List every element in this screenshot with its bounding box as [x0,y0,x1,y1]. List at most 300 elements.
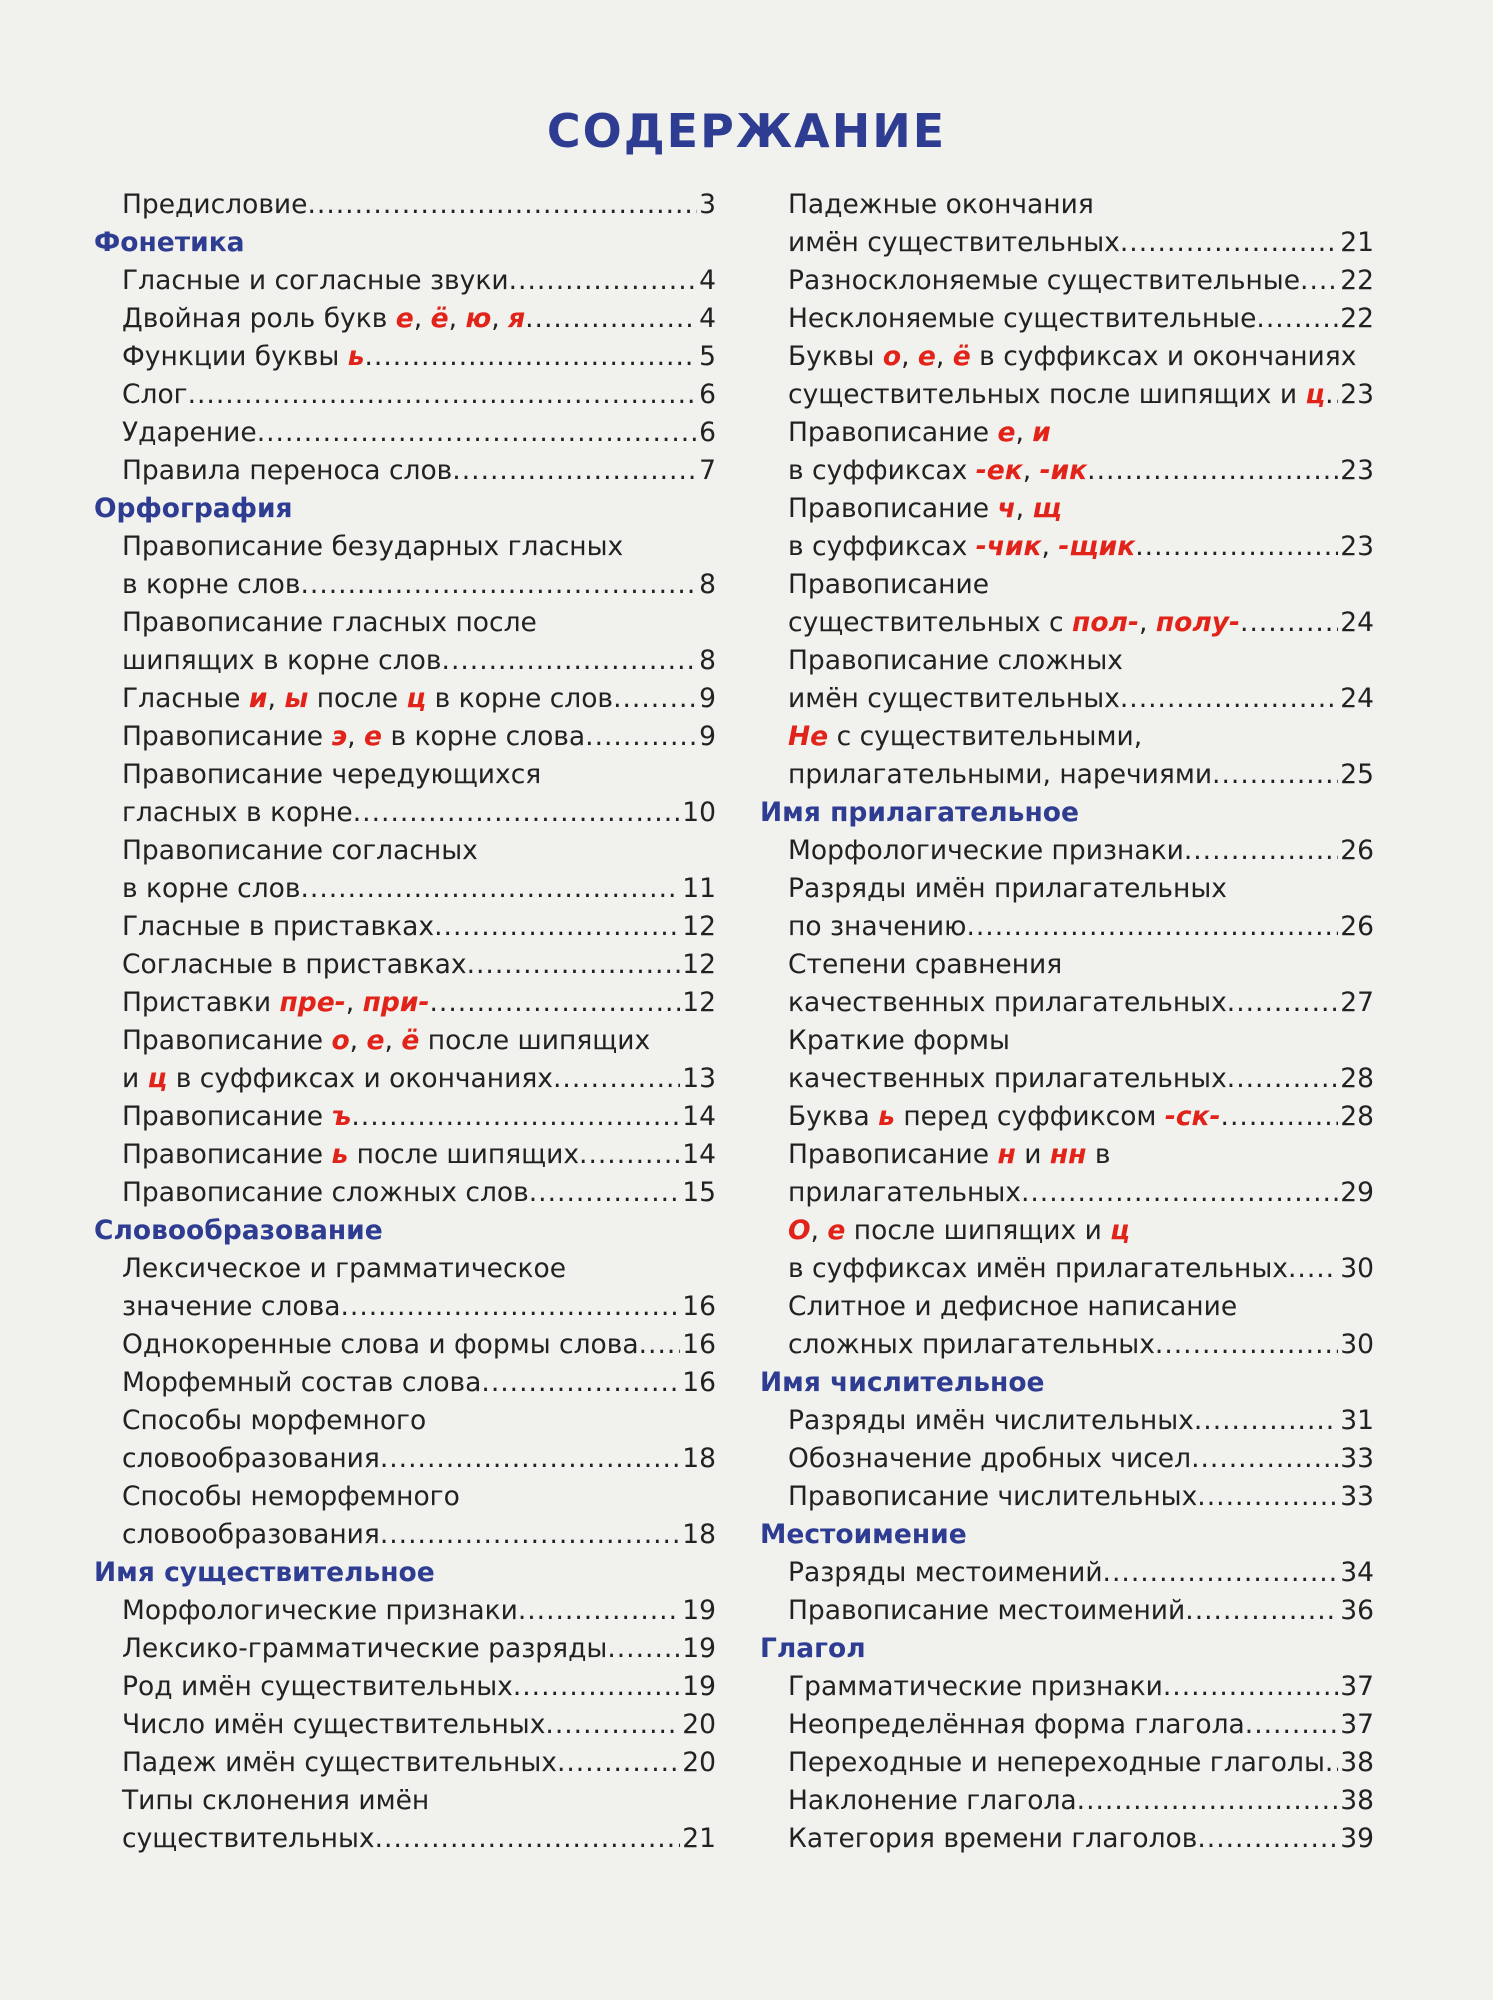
toc-entry [94,718,716,756]
page-number: 19 [682,1595,716,1626]
dot-leader [478,832,716,870]
toc-entry-title [788,1592,1185,1630]
toc-entry [94,1136,716,1174]
highlighted-morpheme: -щик [1058,531,1136,562]
dot-leader [1163,1668,1338,1706]
entry-text: , [491,303,509,334]
entry-text: Правописание [122,1025,332,1056]
entry-text: в корне слов [122,873,301,904]
toc-entry [94,1706,716,1744]
dot-leader [1130,1212,1374,1250]
dot-leader [1212,756,1338,794]
entry-text: словообразования [122,1519,380,1550]
page-number: 21 [1340,227,1374,258]
dot-leader [1087,452,1338,490]
toc-entry [94,186,716,224]
page-number: 37 [1340,1709,1374,1740]
dot-leader [509,262,698,300]
page-number: 27 [1340,987,1374,1018]
entry-text: Число имён существительных [122,1709,546,1740]
page-number: 12 [682,987,716,1018]
highlighted-morpheme: я [508,303,526,334]
toc-entry [94,1592,716,1630]
page-number: 23 [1340,379,1374,410]
page-number: 8 [699,569,716,600]
page-number: 36 [1340,1595,1374,1626]
dot-leader [1094,186,1374,224]
dot-leader [353,794,681,832]
toc-entry [94,1288,716,1326]
toc-entry [760,300,1374,338]
dot-leader [1062,490,1374,528]
page-number: 12 [682,949,716,980]
entry-text: Слитное и дефисное написание [788,1291,1238,1322]
toc-entry [94,338,716,376]
toc-entry-title [788,1250,1288,1288]
section-title: Местоимение [760,1519,967,1550]
page-number: 33 [1340,1481,1374,1512]
highlighted-morpheme: е [395,303,414,334]
highlighted-morpheme: э [331,721,348,752]
highlighted-morpheme: пол- [1072,607,1139,638]
page-number: 28 [1340,1063,1374,1094]
toc-entry [760,680,1374,718]
toc-entry-title [788,566,989,604]
toc-entry [760,1174,1374,1212]
highlighted-morpheme: -чик [975,531,1042,562]
highlighted-morpheme: -ик [1039,455,1088,486]
page-number: 18 [682,1519,716,1550]
entry-text: Ударение [122,417,257,448]
toc-section-heading [94,224,716,262]
page-number: 14 [682,1139,716,1170]
entry-text: Гласные [122,683,249,714]
dot-leader [545,1706,680,1744]
dot-leader [188,376,698,414]
entry-text: сложных прилагательных [788,1329,1155,1360]
dot-leader [537,604,716,642]
section-title: Фонетика [94,227,245,258]
toc-entry-line [760,1288,1374,1326]
entry-text: Согласные в приставках [122,949,467,980]
toc-entry-line [94,1782,716,1820]
entry-text: Правописание числительных [788,1481,1198,1512]
toc-entry-title [122,604,537,642]
dot-leader [307,186,697,224]
dot-leader [557,1744,680,1782]
dot-leader [1256,300,1338,338]
toc-entry-title [122,376,188,414]
toc-entry-line [760,642,1374,680]
toc-section-heading [760,1364,1374,1402]
entry-text: , [413,303,431,334]
page-number: 22 [1340,303,1374,334]
toc-entry-line [760,1212,1374,1250]
toc-entry-title [122,1516,380,1554]
toc-entry-title [122,1136,579,1174]
toc-entry-line [94,832,716,870]
toc-entry-title [788,604,1240,642]
page-number: 16 [682,1367,716,1398]
toc-section-heading [94,1212,716,1250]
entry-text: , [347,721,365,752]
page-number: 26 [1340,835,1374,866]
toc-entry-line [760,186,1374,224]
toc-entry [94,680,716,718]
toc-entry-title [122,1326,639,1364]
page-number: 33 [1340,1443,1374,1474]
entry-text: Краткие формы [788,1025,1010,1056]
dot-leader [434,908,680,946]
dot-leader [1123,642,1374,680]
toc-right-column [760,186,1374,1858]
entry-text: в корне слов [122,569,301,600]
entry-text: Буква [788,1101,879,1132]
dot-leader [1237,1288,1374,1326]
dot-leader [553,1060,680,1098]
dot-leader [966,908,1338,946]
entry-text: имён существительных [788,227,1120,258]
dot-leader [1227,1060,1339,1098]
toc-entry [94,794,716,832]
page-number: 10 [682,797,716,828]
toc-section-heading [94,1554,716,1592]
entry-text: после шипящих [419,1025,651,1056]
entry-text: Правописание [788,417,998,448]
toc-entry-title [122,908,434,946]
entry-text: Правописание сложных слов [122,1177,529,1208]
dot-leader [1120,680,1338,718]
dot-leader [1300,262,1338,300]
highlighted-morpheme: нн [1049,1139,1087,1170]
toc-section-heading [760,1630,1374,1668]
entry-text: Правописание [122,721,332,752]
toc-entry-title [788,908,966,946]
highlighted-morpheme: при- [362,987,430,1018]
highlighted-morpheme: ц [1110,1215,1130,1246]
entry-text: Несклоняемые существительные [788,303,1257,334]
toc-entry-title [788,528,1135,566]
toc-entry-title [122,756,541,794]
entry-text: существительных после шипящих и [788,379,1306,410]
toc-entry-title [122,870,300,908]
dot-leader [1197,1820,1338,1858]
dot-leader [623,528,716,566]
dot-leader [613,680,697,718]
entry-text: в суффиксах и окончаниях [167,1063,553,1094]
toc-section-heading [760,1516,1374,1554]
entry-text: , [345,987,363,1018]
dot-leader [1197,1478,1338,1516]
toc-entry-title [788,186,1094,224]
toc-entry-title [788,1706,1245,1744]
entry-text: в корне слова [382,721,586,752]
toc-entry [760,1098,1374,1136]
toc-entry-title [122,718,585,756]
page-number: 14 [682,1101,716,1132]
toc-entry-title [122,946,467,984]
toc-entry [94,1098,716,1136]
highlighted-morpheme: ё [401,1025,420,1056]
toc-entry-line [760,566,1374,604]
highlighted-morpheme: ё [952,341,971,372]
entry-text: Правописание безударных гласных [122,531,624,562]
toc-entry-title [788,224,1120,262]
toc-entry-line [94,1250,716,1288]
entry-text: Падеж имён существительных [122,1747,557,1778]
page-number: 12 [682,911,716,942]
toc-entry [760,1402,1374,1440]
page-number: 24 [1340,683,1374,714]
toc-entry [760,1326,1374,1364]
page-number: 30 [1340,1253,1374,1284]
toc-entry-line [94,1402,716,1440]
entry-text: , [901,341,918,372]
dot-leader [1120,224,1338,262]
page-number: 22 [1340,265,1374,296]
entry-text: после шипящих [348,1139,580,1170]
toc-entry-title [122,452,452,490]
entry-text: Приставки [122,987,280,1018]
toc-entry [94,1820,716,1858]
entry-text: , [448,303,466,334]
toc-entry [760,262,1374,300]
highlighted-morpheme: е [917,341,936,372]
entry-text: перед суффиксом [894,1101,1165,1132]
dot-leader [1111,1136,1374,1174]
page-number: 4 [699,265,716,296]
toc-entry-title [788,718,1142,756]
section-title: Глагол [760,1633,866,1664]
entry-text: в суффиксах [788,531,976,562]
entry-text: в суффиксах и окончаниях [970,341,1357,372]
toc-entry-title [788,1478,1197,1516]
toc-entry-title [122,528,623,566]
dot-leader [1021,1174,1338,1212]
toc-entry-line [760,870,1374,908]
highlighted-morpheme: е [827,1215,846,1246]
highlighted-morpheme: о [331,1025,350,1056]
toc-entry-title [122,642,442,680]
toc-section-heading [760,794,1374,832]
page-number: 11 [682,873,716,904]
entry-text: Способы морфемного [122,1405,427,1436]
dot-leader [650,1022,716,1060]
highlighted-morpheme: ь [878,1101,895,1132]
toc-entry [94,566,716,604]
entry-text: Лексическое и грамматическое [122,1253,567,1284]
toc-left-column [94,186,716,1858]
toc-entry-title [122,984,429,1022]
toc-entry [94,1364,716,1402]
entry-text: Правописание [122,1101,332,1132]
toc-entry-title [122,1060,553,1098]
page-number: 19 [682,1671,716,1702]
toc-entry-line [94,604,716,642]
toc-entry-line [760,1136,1374,1174]
entry-text: с существительными, [828,721,1143,752]
entry-text: Правописание сложных [788,645,1123,676]
page-number: 19 [682,1633,716,1664]
toc-entry-line [760,946,1374,984]
dot-leader [452,452,697,490]
dot-leader [518,1592,680,1630]
entry-text: по значению [788,911,967,942]
highlighted-morpheme: ъ [331,1101,352,1132]
entry-text: Переходные и непереходные глаголы [788,1747,1325,1778]
entry-text: Гласные и согласные звуки [122,265,509,296]
toc-entry [94,1668,716,1706]
toc-entry [94,870,716,908]
page-number: 21 [682,1823,716,1854]
entry-text: , [349,1025,367,1056]
dot-leader [579,1136,680,1174]
dot-leader [429,984,680,1022]
toc-entry [94,1630,716,1668]
toc-entry-title [788,1060,1227,1098]
toc-entry [760,984,1374,1022]
toc-entry [94,1516,716,1554]
entry-text: Правописание гласных после [122,607,537,638]
toc-entry-title [122,338,365,376]
toc-entry-title [788,1098,1221,1136]
dot-leader [566,1250,716,1288]
page-number: 38 [1340,1747,1374,1778]
toc-entry-title [788,1402,1194,1440]
toc-entry-title [122,1440,380,1478]
toc-entry [760,1478,1374,1516]
toc-entry [94,414,716,452]
dot-leader [1356,338,1374,376]
page-number: 20 [682,1709,716,1740]
entry-text: Падежные окончания [788,189,1094,220]
toc-entry-line [760,718,1374,756]
entry-text: , [1041,531,1059,562]
toc-entry [94,1744,716,1782]
entry-text: Правила переноса слов [122,455,453,486]
toc-entry-title [788,1326,1155,1364]
toc-entry [94,1326,716,1364]
page-number: 9 [699,683,716,714]
page-number: 39 [1340,1823,1374,1854]
entry-text: Степени сравнения [788,949,1063,980]
toc-entry-title [788,1820,1197,1858]
toc-entry-title [788,984,1227,1022]
entry-text: шипящих в корне слов [122,645,442,676]
entry-text: гласных в корне [122,797,353,828]
toc-entry-line [760,1022,1374,1060]
entry-text: и [122,1063,148,1094]
entry-text: в [1086,1139,1111,1170]
entry-text: после шипящих и [845,1215,1111,1246]
toc-entry-title [788,1022,1010,1060]
toc-entry [760,1060,1374,1098]
dot-leader [1227,984,1339,1022]
toc-entry-title [788,832,1184,870]
page-number: 8 [699,645,716,676]
toc-entry [94,984,716,1022]
toc-entry-line [760,338,1374,376]
dot-leader [257,414,697,452]
section-title: Имя прилагательное [760,797,1079,828]
page-number: 23 [1340,531,1374,562]
toc-entry [760,528,1374,566]
toc-entry [94,452,716,490]
entry-text: , [1022,455,1040,486]
toc-entry-title [122,832,478,870]
entry-text: Категория времени глаголов [788,1823,1198,1854]
toc-entry-title [122,1668,513,1706]
toc-entry [94,262,716,300]
entry-text: Правописание [788,493,998,524]
entry-text: Обозначение дробных чисел [788,1443,1192,1474]
toc-entry-title [122,1250,566,1288]
toc-entry [760,1250,1374,1288]
entry-text: Разносклоняемые существительные [788,265,1301,296]
dot-leader [1077,1782,1339,1820]
entry-text: Однокоренные слова и формы слова [122,1329,639,1360]
toc-entry-title [788,680,1120,718]
entry-text: Правописание [788,569,990,600]
toc-entry [94,1440,716,1478]
toc-entry [760,224,1374,262]
toc-entry [760,832,1374,870]
highlighted-morpheme: О [788,1215,811,1246]
highlighted-morpheme: н [997,1139,1016,1170]
page-number: 7 [699,455,716,486]
entry-text: Правописание чередующихся [122,759,542,790]
entry-text: после [308,683,407,714]
toc-entry-title [788,642,1123,680]
page-number: 3 [699,189,716,220]
toc-entry [760,1782,1374,1820]
dot-leader [1325,376,1338,414]
entry-text: Разряды имён прилагательных [788,873,1227,904]
entry-text: , [810,1215,828,1246]
toc-entry-title [122,1592,518,1630]
entry-text: Буквы [788,341,883,372]
page-number: 6 [699,417,716,448]
toc-entry-title [788,1288,1237,1326]
entry-text: Слог [122,379,188,410]
toc-entry-title [122,1288,340,1326]
dot-leader [300,870,680,908]
toc-entry-line [94,1478,716,1516]
dot-leader [639,1326,681,1364]
page-number: 18 [682,1443,716,1474]
entry-text: Род имён существительных [122,1671,513,1702]
toc-entry-title [122,300,525,338]
toc-entry-title [122,794,353,832]
toc-entry-title [122,1820,375,1858]
entry-text: Типы склонения имён [122,1785,430,1816]
entry-text: , [1015,417,1033,448]
highlighted-morpheme: -ек [975,455,1023,486]
toc-entry-title [788,1212,1130,1250]
highlighted-morpheme: ё [430,303,449,334]
toc-entry [760,1440,1374,1478]
highlighted-morpheme: ц [406,683,427,714]
entry-text: прилагательными, наречиями [788,759,1213,790]
page-number: 5 [699,341,716,372]
page-number: 31 [1340,1405,1374,1436]
entry-text: , [1138,607,1156,638]
highlighted-morpheme: ь [331,1139,349,1170]
entry-text: в суффиксах имён прилагательных [788,1253,1288,1284]
toc-entry-title [788,756,1212,794]
dot-leader [1135,528,1338,566]
page-number: 34 [1340,1557,1374,1588]
